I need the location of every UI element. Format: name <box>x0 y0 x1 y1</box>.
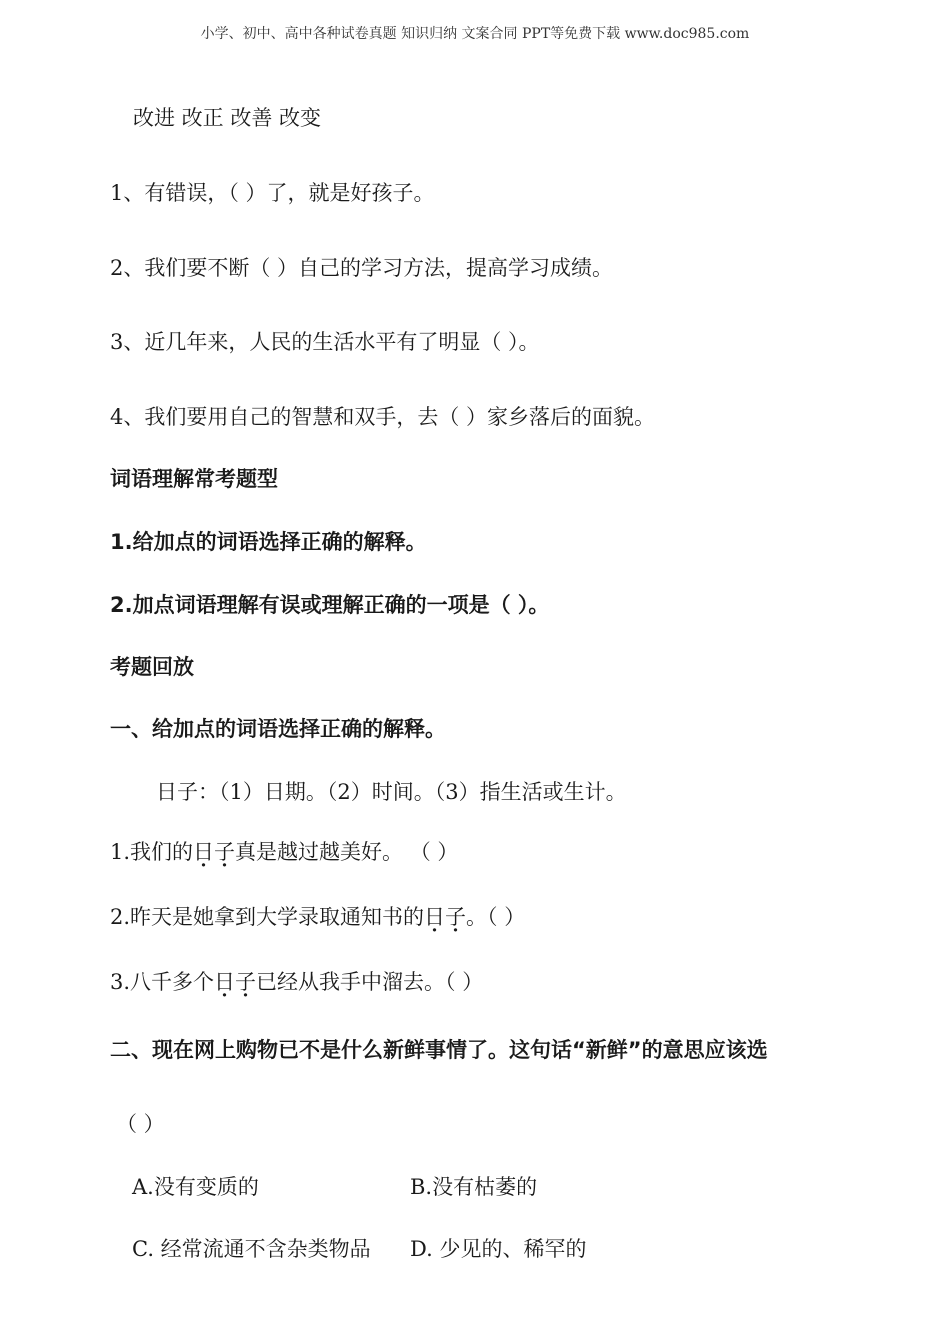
dotted-char: 子 <box>235 970 257 994</box>
fill-item-4: 4、我们要用自己的智慧和双手，去（ ）家乡落后的面貌。 <box>110 405 656 429</box>
q1-title: 一、给加点的词语选择正确的解释。 <box>110 717 446 741</box>
dotted-char: 子 <box>445 905 467 929</box>
word-options: 改进 改正 改善 改变 <box>133 106 322 130</box>
q1-item-1-pre: 1.我们的 <box>110 840 194 864</box>
fill-item-3: 3、近几年来，人民的生活水平有了明显（ ）。 <box>110 330 540 354</box>
q1-item-2-dotted-word <box>424 905 466 929</box>
q2-option-a: A.没有变质的 <box>132 1175 259 1199</box>
q2-option-b: B.没有枯萎的 <box>410 1175 538 1199</box>
dotted-char: 日 <box>193 840 215 864</box>
fill-item-2: 2、我们要不断（ ）自己的学习方法，提高学习成绩。 <box>110 256 614 280</box>
review-title: 考题回放 <box>110 655 194 679</box>
q1-item-2 <box>110 903 525 931</box>
question-type-1: 1.给加点的词语选择正确的解释。 <box>110 530 427 554</box>
q2-blank: （ ） <box>116 1112 165 1136</box>
dotted-char: 子 <box>214 840 236 864</box>
q1-definition: 日子：（1）日期。（2）时间。（3）指生活或生计。 <box>156 780 627 804</box>
q1-item-2-pre: 2.昨天是她拿到大学录取通知书的 <box>110 905 425 929</box>
fill-item-1: 1、有错误，（ ）了，就是好孩子。 <box>110 181 435 205</box>
q2-option-d: D. 少见的、稀罕的 <box>410 1237 587 1261</box>
section-title: 词语理解常考题型 <box>110 467 278 491</box>
q1-item-3-dotted-word <box>214 970 256 994</box>
q1-item-1 <box>110 838 458 866</box>
question-type-2: 2.加点词语理解有误或理解正确的一项是（ ）。 <box>110 593 550 617</box>
q2-title: 二、现在网上购物已不是什么新鲜事情了。这句话“新鲜”的意思应该选 <box>110 1038 768 1062</box>
q1-item-1-post: 真是越过越美好。 （ ） <box>235 840 459 864</box>
q1-item-2-post: 。（ ） <box>466 905 526 929</box>
q2-option-c: C. 经常流通不含杂类物品 <box>132 1237 371 1261</box>
q1-item-1-dotted-word <box>193 840 235 864</box>
q1-item-3-pre: 3.八千多个 <box>110 970 215 994</box>
q1-item-3 <box>110 968 483 996</box>
dotted-char: 日 <box>214 970 236 994</box>
dotted-char: 日 <box>424 905 446 929</box>
page-header: 小学、初中、高中各种试卷真题 知识归纳 文案合同 PPT等免费下载 www.doc985.com <box>200 26 750 42</box>
q1-item-3-post: 已经从我手中溜去。（ ） <box>256 970 484 994</box>
